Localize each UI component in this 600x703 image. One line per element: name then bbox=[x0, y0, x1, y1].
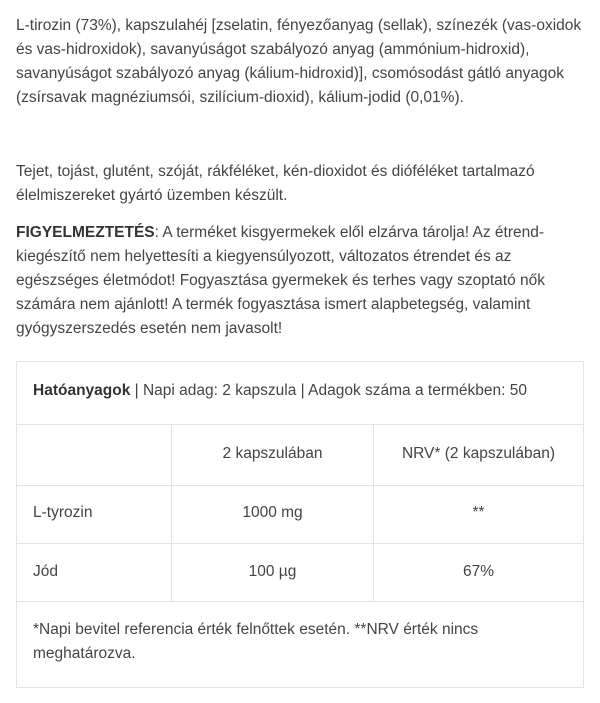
warning-paragraph bbox=[16, 221, 586, 341]
table-footnote: *Napi bevitel referencia érték felnőttek esetén. **NRV érték nincs meghatározva. bbox=[33, 621, 479, 662]
table-divider bbox=[17, 424, 583, 425]
table-divider bbox=[17, 543, 583, 544]
table-divider bbox=[17, 601, 583, 602]
column-header-amount: 2 kapszulában bbox=[222, 445, 323, 462]
table-row-amount: 100 µg bbox=[248, 563, 297, 580]
allergen-paragraph: Tejet, tojást, glutént, szóját, rákféléket, kén-dioxidot és dióféléket tartalmazó élelmiszereket gyártó üzemben készült. bbox=[16, 163, 535, 204]
warning-text: : A terméket kisgyermekek elől elzárva tárolja! Az étrend-kiegészítő nem helyettesíti a kiegyensúlyozott, változatos étrendet és az egészséges életmódot! Fogyasztása gyermekek és terhes vagy szoptató nők számára nem ajánlott! A termék fogyasztása ismert alapbetegség, valamint gyógyszerszedés esetén nem javasolt! bbox=[16, 224, 546, 337]
table-row-nrv: 67% bbox=[462, 563, 495, 580]
table-header-label: Hatóanyagok bbox=[33, 382, 131, 399]
column-header-nrv: NRV* (2 kapszulában) bbox=[401, 445, 556, 462]
ingredients-paragraph: L-tirozin (73%), kapszulahéj [zselatin, fényezőanyag (sellak), színezék (vas-oxidok és vas-hidroxidok), savanyúságot szabályozó anyag (ammónium-hidroxid), savanyúságot szabályozó anyag (kálium-hidroxid)], csomósodást gátló anyagok (zsírsavak magnéziumsói, szilícium-dioxid), kálium-jodid (0,01%). bbox=[16, 17, 582, 106]
nutrition-table bbox=[16, 361, 584, 688]
table-row-nrv: ** bbox=[472, 504, 485, 521]
table-header-details: | Napi adag: 2 kapszula | Adagok száma a termékben: 50 bbox=[130, 382, 527, 399]
table-row-amount: 1000 mg bbox=[242, 504, 303, 521]
table-divider bbox=[17, 485, 583, 486]
table-row-name: L-tyrozin bbox=[33, 504, 93, 521]
warning-label: FIGYELMEZTETÉS bbox=[16, 224, 155, 241]
table-header bbox=[33, 381, 563, 401]
table-row-name: Jód bbox=[33, 563, 58, 580]
